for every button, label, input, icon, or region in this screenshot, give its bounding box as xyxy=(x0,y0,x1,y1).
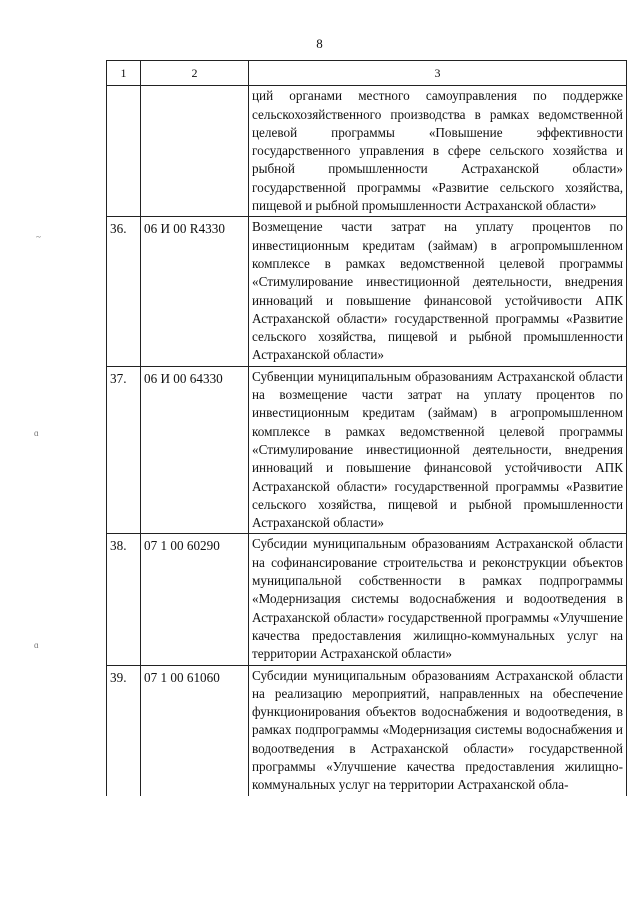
table-row xyxy=(107,366,627,534)
row-number: 37. xyxy=(107,366,141,534)
row-code: 06 И 00 64330 xyxy=(141,366,249,534)
row-number: 38. xyxy=(107,534,141,665)
row-description: Субвенции муниципальным образованиям Астраханской области на возмещение части затрат на уплату процентов по инвестиционным кредитам (займам) в агропромышленном комплексе в рамках ведомственной целевой программы «Стимулирование инвестиционной деятельности, внедрения инноваций и повышение финансовой устойчивости АПК Астраханской области» государственной программы «Развитие сельского хозяйства, пищевой и рыбной промышленности Астраханской области» xyxy=(249,366,627,534)
margin-mark: ɑ xyxy=(34,640,39,650)
row-description: ций органами местного самоуправления по поддержке сельскохозяйственного производства в рамках ведомственной целевой программы «Повышение эффективности государственного управления в сфере сельского хозяйства и рыбной промышленности Астраханской области» государственной программы «Развитие сельского хозяйства, пищевой и рыбной промышленности Астраханской области» xyxy=(249,86,627,217)
table-row xyxy=(107,665,627,796)
row-number: 39. xyxy=(107,665,141,796)
table-header-row xyxy=(107,61,627,86)
row-code: 07 1 00 61060 xyxy=(141,665,249,796)
row-description: Субсидии муниципальным образованиям Астраханской области на софинансирование строительства и реконструкции объектов муниципальной собственности в рамках подпрограммы «Модернизация системы водоснабжения и водоотведения в Астраханской области» государственной программы «Улучшение качества предоставления жилищно-коммунальных услуг на территории Астраханской области» xyxy=(249,534,627,665)
page-number: 8 xyxy=(316,36,323,51)
row-code: 06 И 00 R4330 xyxy=(141,217,249,366)
table-row xyxy=(107,217,627,366)
row-number xyxy=(107,86,141,217)
header-cell-description: 3 xyxy=(249,61,627,86)
table-row xyxy=(107,86,627,217)
row-number: 36. xyxy=(107,217,141,366)
table-row xyxy=(107,534,627,665)
row-description: Субсидии муниципальным образованиям Астраханской области на реализацию мероприятий, направленных на обеспечение функционирования объектов водоснабжения и водоотведения, в рамках подпрограммы «Модернизация системы водоснабжения и водоотведения в Астраханской области» государственной программы «Улучшение качества предоставления жилищно-коммунальных услуг на территории Астраханской обла- xyxy=(249,665,627,796)
margin-mark: ɑ xyxy=(34,428,39,438)
row-description: Возмещение части затрат на уплату процентов по инвестиционным кредитам (займам) в агропромышленном комплексе в рамках ведомственной целевой программы «Стимулирование инвестиционной деятельности, внедрения инноваций и повышение финансовой устойчивости АПК Астраханской области» государственной программы «Развитие сельского хозяйства, пищевой и рыбной промышленности Астраханской области» xyxy=(249,217,627,366)
row-code: 07 1 00 60290 xyxy=(141,534,249,665)
document-table xyxy=(106,60,627,796)
header-cell-number: 1 xyxy=(107,61,141,86)
margin-mark: ~ xyxy=(36,232,41,242)
row-code xyxy=(141,86,249,217)
header-cell-code: 2 xyxy=(141,61,249,86)
